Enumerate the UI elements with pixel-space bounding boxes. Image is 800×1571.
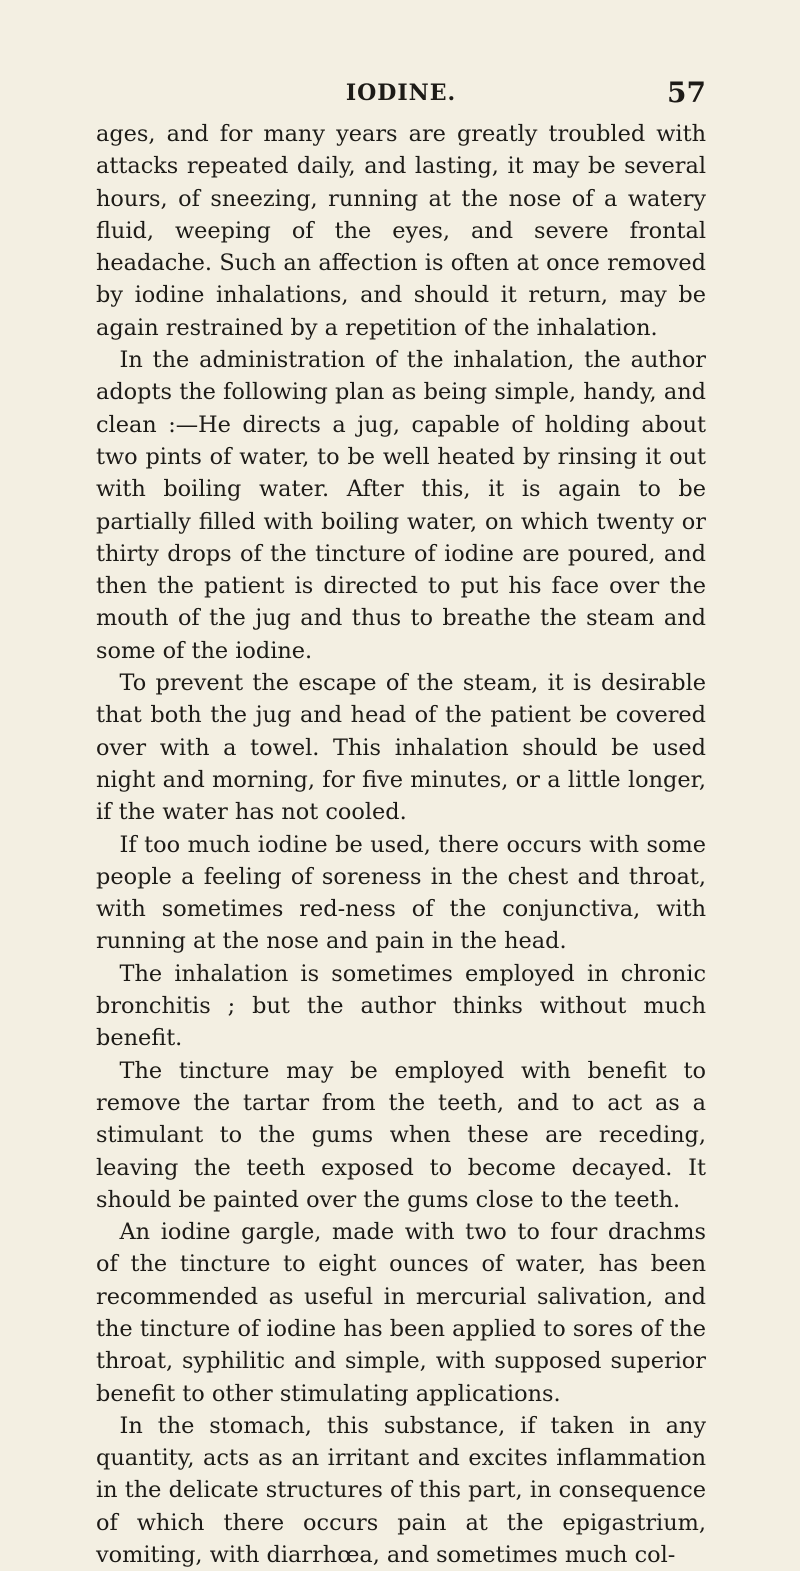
- paragraph-too-much-iodine: If too much iodine be used, there occurs with some people a feeling of soreness in the chest and throat, with sometimes red-ness of the conjunctiva, with running at the nose and pain in the head.: [96, 831, 706, 955]
- paragraph-inhalation-method: In the administration of the inhalation, the author adopts the following plan as being simple, handy, and clean :—He directs a jug, capable of holding about two pints of water, to be well heated by rinsing it out with boiling water. After this, it is again to be partially filled with boiling water, on which twenty or thirty drops of the tincture of iodine are poured, and then the patient is directed to put his face over the mouth of the jug and thus to breathe the steam and some of the iodine.: [96, 347, 706, 664]
- paragraph-stomach: In the stomach, this substance, if taken in any quantity, acts as an irritant and excites inflammation in the delicate structures of this part, in consequence of which there occurs pain at the epigastrium, vomiting, with diarrhœa, and sometimes much col-: [96, 1412, 706, 1569]
- paragraph-bronchitis: The inhalation is sometimes employed in chronic bronchitis ; but the author thinks without much benefit.: [96, 960, 706, 1052]
- body-text: [96, 118, 706, 1571]
- paragraph-towel: To prevent the escape of the steam, it is desirable that both the jug and head of the patient be covered over with a towel. This inhalation should be used night and morning, for five minutes, or a little longer, if the water has not cooled.: [96, 670, 706, 826]
- chapter-title: IODINE.: [345, 80, 457, 106]
- paragraph-gargle: An iodine gargle, made with two to four drachms of the tincture to eight ounces of water, has been recommended as useful in mercurial salivation, and the tincture of iodine has been applied to sores of the throat, syphilitic and simple, with supposed superior benefit to other stimulating applications.: [96, 1219, 706, 1407]
- running-head: [96, 76, 706, 112]
- paragraph-continuation: ages, and for many years are greatly troubled with attacks repeated daily, and lasting, it may be several hours, of sneezing, running at the nose of a watery fluid, weeping of the eyes, and severe frontal headache. Such an affection is often at once removed by iodine inhalations, and should it return, may be again restrained by a repetition of the inhalation.: [96, 121, 706, 341]
- paragraph-tartar: The tincture may be employed with benefit to remove the tartar from the teeth, and to act as a stimulant to the gums when these are receding, leaving the teeth exposed to become decayed. It should be painted over the gums close to the teeth.: [96, 1057, 706, 1213]
- page-number: 57: [667, 76, 706, 109]
